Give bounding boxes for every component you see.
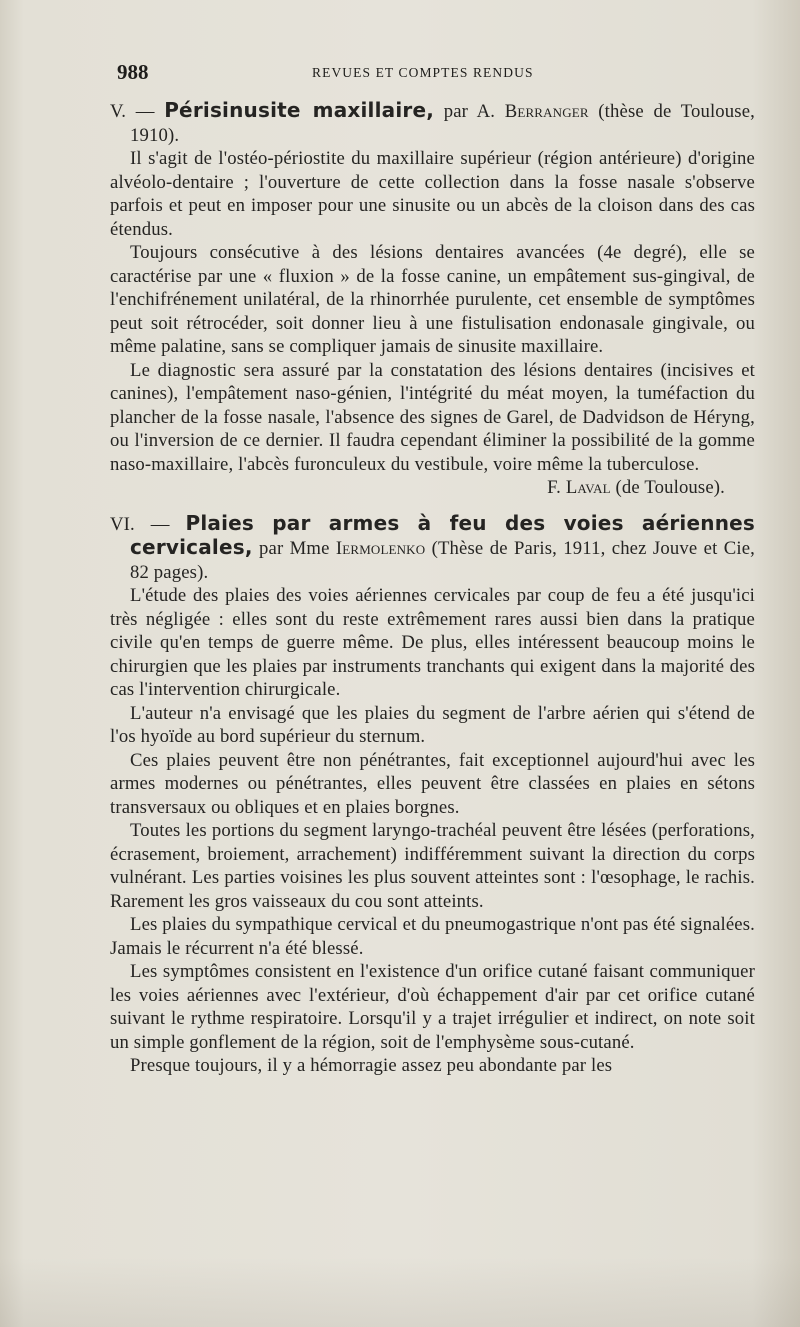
- page-shadow: [0, 1257, 800, 1327]
- section-6-paragraph-4: Toutes les portions du segment laryngo-trachéal peuvent être lésées (perforations, écrasement, broiement, arrachement) indifféremment suivant la direction du corps vulnérant. Les parties voisines les plus souvent atteintes sont : l'œsophage, le rachis. Rarement les gros vaisseaux du cou sont atteints.: [110, 820, 755, 912]
- page-header: [117, 58, 757, 88]
- section-6-author: Iermolenko: [335, 538, 426, 559]
- section-6-number: VI. —: [110, 513, 186, 535]
- section-6-paragraph-5: Les plaies du sympathique cervical et du pneumogastrique n'ont pas été signalées. Jamais le récurrent n'a été blessé.: [110, 914, 755, 959]
- section-5-source: (thèse de Toulouse, 1910).: [130, 101, 755, 146]
- article-body: [110, 99, 755, 1078]
- section-6-heading: [110, 512, 755, 585]
- section-5-paragraph-3: Le diagnostic sera assuré par la constatation des lésions dentaires (incisives et canines), l'empâtement naso-génien, l'intégrité du méat moyen, la tuméfaction du plancher de la fosse nasale, l'absence des signes de Garel, de Dadvidson de Héryng, ou l'inversion de ce dernier. Il faudra cependant éliminer la possibilité de la gomme naso-maxillaire, l'abcès furonculeux du vestibule, voire même la tuberculose.: [110, 359, 755, 475]
- section-6-paragraph-2: L'auteur n'a envisagé que les plaies du segment de l'arbre aérien qui s'étend de l'os hyoïde au bord supérieur du sternum.: [110, 702, 755, 747]
- section-5-paragraph-2: Toujours consécutive à des lésions dentaires avancées (4e degré), elle se caractérise par une « fluxion » de la fosse canine, un empâtement sus-gingival, de l'enchifrénement unilatéral, de la rhinorrhée purulente, cet ensemble de symptômes peut soit rétrocéder, soit donner lieu à une fistulisation endonasale gingivale, ou même palatine, sans se compliquer jamais de sinusite maxillaire.: [110, 242, 755, 357]
- section-6-paragraph-6: Les symptômes consistent en l'existence d'un orifice cutané faisant communiquer les voies aériennes avec l'extérieur, d'où échappement d'air par cet orifice cutané suivant le rythme respiratoire. Lorsqu'il y a trajet irrégulier et indirect, on note soit un simple gonflement de la région, soit de l'emphysème sous-cutané.: [110, 961, 755, 1053]
- section-6-by: par Mme: [252, 538, 336, 559]
- signature-name: F. Laval: [547, 477, 611, 498]
- running-head: REVUES ET COMPTES RENDUS: [312, 65, 534, 80]
- section-5-heading: [110, 99, 755, 147]
- section-5-paragraph-1: Il s'agit de l'ostéo-périostite du maxillaire supérieur (région antérieure) d'origine alvéolo-dentaire ; l'ouverture de cette collection dans la fosse nasale s'observe parfois et peut en imposer pour une sinusite ou un abcès de la cloison dans des cas étendus.: [110, 148, 755, 240]
- section-6-paragraph-7: Presque toujours, il y a hémorragie assez peu abondante par les: [130, 1055, 613, 1076]
- section-5-number: V. —: [110, 101, 165, 122]
- section-5-by: par A.: [434, 101, 505, 122]
- section-5-title: Périsinusite maxillaire,: [164, 98, 435, 122]
- section-6-paragraph-3: Ces plaies peuvent être non pénétrantes, fait exceptionnel aujourd'hui avec les armes modernes ou pénétrantes, elles peuvent être classées en plaies en sétons transversaux ou obliques et en plaies borgnes.: [110, 749, 755, 818]
- section-5-author: Berranger: [504, 101, 589, 122]
- signature-place: (de Toulouse).: [610, 477, 725, 498]
- section-6-source: (Thèse de Paris, 1911, chez Jouve et Cie, 82 pages).: [130, 538, 755, 583]
- section-5-signature: [110, 476, 755, 500]
- page-number: 988: [117, 60, 149, 84]
- section-6-paragraph-1: L'étude des plaies des voies aériennes cervicales par coup de feu a été jusqu'ici très négligée : elles sont du reste extrêmement rares aussi bien dans la pratique civile qu'en temps de guerre même. De plus, elles intéressent beaucoup moins le chirurgien que les plaies par instruments tranchants qui exigent dans la majorité des cas l'intervention chirurgicale.: [110, 585, 755, 700]
- section-6-title: Plaies par armes à feu des voies aériennes cervicales,: [130, 510, 756, 559]
